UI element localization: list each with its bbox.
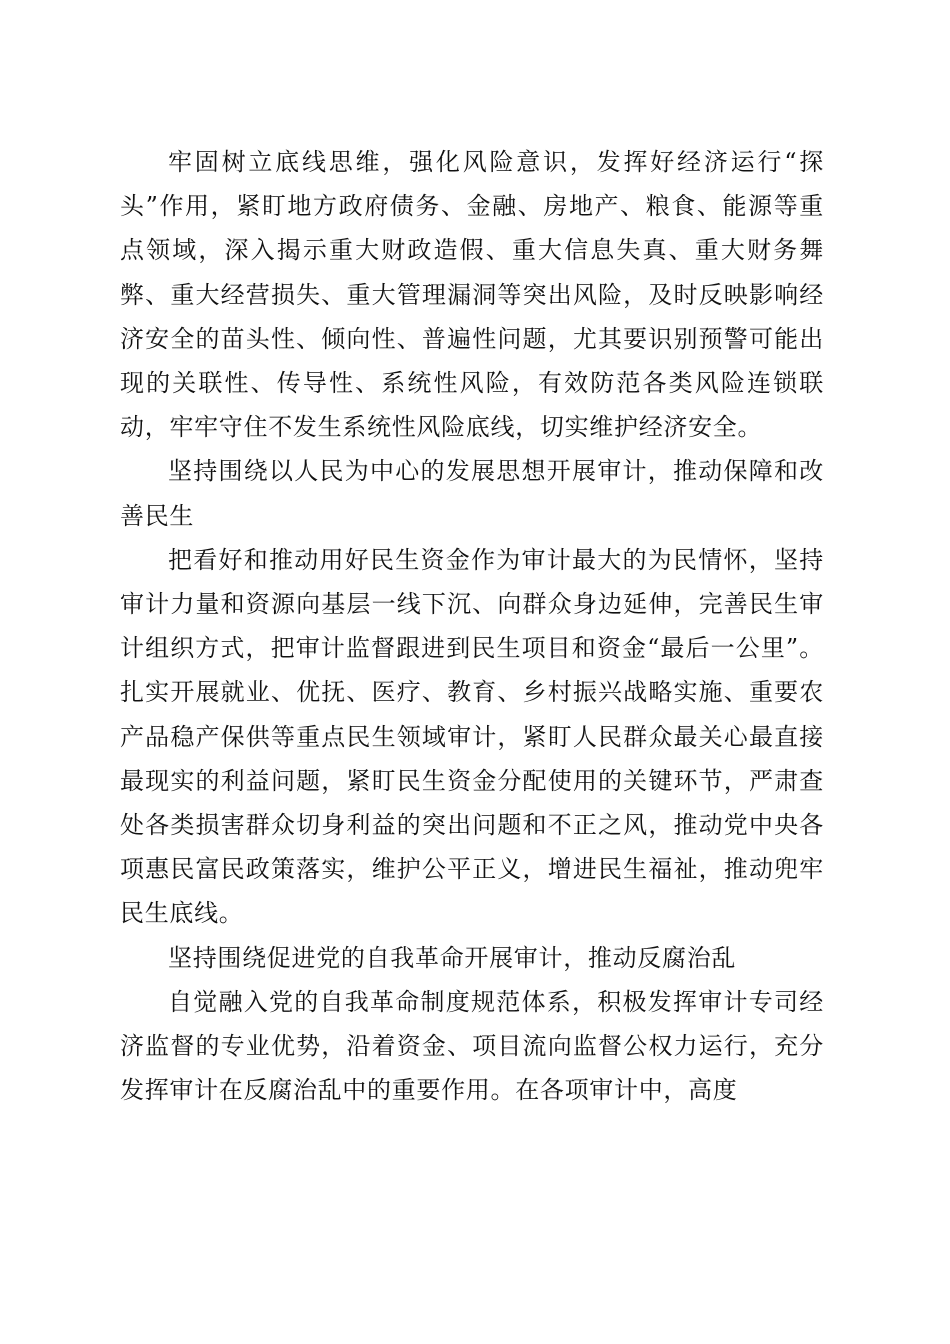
heading-people-centered-audit: 坚持围绕以人民为中心的发展思想开展审计，推动保障和改善民生 xyxy=(120,457,824,530)
heading-anti-corruption-audit: 坚持围绕促进党的自我革命开展审计，推动反腐治乱 xyxy=(168,943,737,972)
document-body xyxy=(120,140,824,1112)
paragraph-self-revolution: 自觉融入党的自我革命制度规范体系，积极发挥审计专司经济监督的专业优势，沿着资金、项目流向监督公权力运行，充分发挥审计在反腐治乱中的重要作用。在各项审计中，高度 xyxy=(120,987,824,1105)
paragraph-economic-security: 牢固树立底线思维，强化风险意识，发挥好经济运行“探头”作用，紧盯地方政府债务、金融、房地产、粮食、能源等重点领域，深入揭示重大财政造假、重大信息失真、重大财务舞弊、重大经营损失、重大管理漏洞等突出风险，及时反映影响经济安全的苗头性、倾向性、普遍性问题，尤其要识别预警可能出现的关联性、传导性、系统性风险，有效防范各类风险连锁联动，牢牢守住不发生系统性风险底线，切实维护经济安全。 xyxy=(120,148,824,442)
paragraph-livelihood-audit: 把看好和推动用好民生资金作为审计最大的为民情怀，坚持审计力量和资源向基层一线下沉、向群众身边延伸，完善民生审计组织方式，把审计监督跟进到民生项目和资金“最后一公里”。扎实开展就业、优抚、医疗、教育、乡村振兴战略实施、重要农产品稳产保供等重点民生领域审计，紧盯人民群众最关心最直接最现实的利益问题，紧盯民生资金分配使用的关键环节，严肃查处各类损害群众切身利益的突出问题和不正之风，推动党中央各项惠民富民政策落实，维护公平正义，增进民生福祉，推动兜牢民生底线。 xyxy=(120,545,824,928)
